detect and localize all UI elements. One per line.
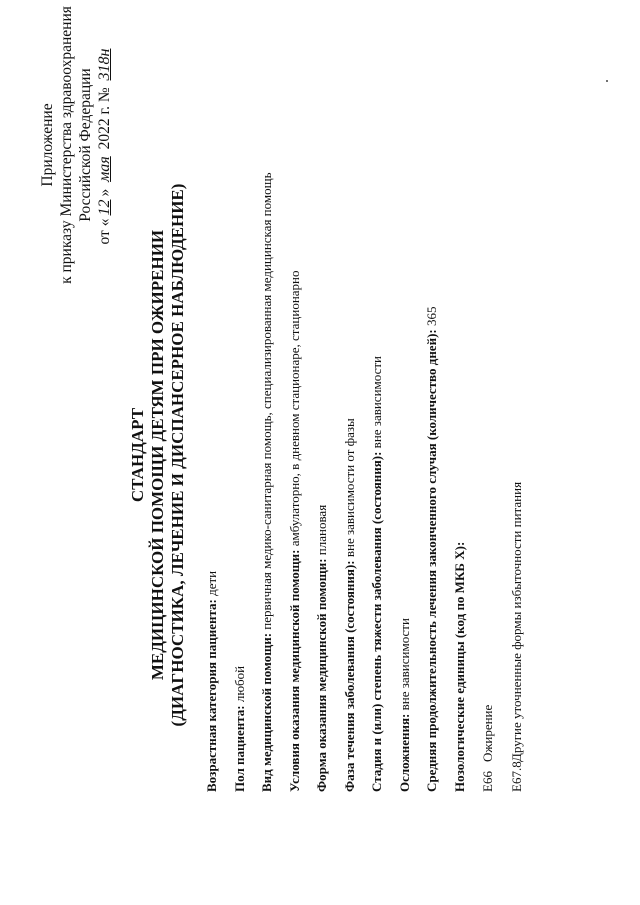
appendix-block — [38, 0, 114, 290]
date-year: 2022 г. № — [96, 87, 113, 150]
field-care-type: Вид медицинской помощи: первичная медико-санитарная помощь, специализированная медицинская помощь — [259, 172, 274, 792]
appendix-date-line — [95, 0, 114, 290]
title-subject: МЕДИЦИНСКОЙ ПОМОЩИ ДЕТЯМ ПРИ ОЖИРЕНИИ — [148, 229, 167, 681]
title-standard: СТАНДАРТ — [128, 407, 147, 503]
icd-name: Ожирение — [480, 704, 495, 762]
field-sex: Пол пациента: любой — [231, 665, 247, 792]
handwritten-month: мая — [96, 156, 113, 182]
field-disease-stage: Стадия и (или) степень тяжести заболевания (состояния): вне зависимости — [369, 356, 384, 792]
field-nosology: Нозологические единицы (код по МКБ X): — [451, 541, 467, 792]
icd-row — [473, 12, 502, 792]
appendix-heading: Приложение — [39, 103, 56, 187]
handwritten-number: 318н — [96, 48, 113, 81]
scan-speck — [606, 80, 608, 82]
icd-code: E67.8 — [509, 761, 524, 792]
field-care-form: Форма оказания медицинской помощи: плановая — [314, 504, 329, 792]
document-body — [198, 12, 531, 792]
icd-code: E66 — [480, 771, 495, 792]
field-complications: Осложнения: вне зависимости — [396, 618, 412, 792]
field-age-category: Возрастная категория пациента: дети — [204, 570, 219, 792]
date-quote-close: » — [96, 188, 113, 197]
document-title — [128, 155, 188, 755]
handwritten-day: 12 — [96, 199, 113, 216]
field-care-conditions: Условия оказания медицинской помощи: амбулаторно, в дневном стационаре, стационарно — [286, 270, 302, 792]
icd-row — [502, 12, 531, 792]
field-treatment-duration: Средняя продолжительность лечения законченного случая (количество дней): 365 — [424, 306, 439, 792]
field-disease-phase: Фаза течения заболевания (состояния): вне зависимости от фазы — [341, 418, 357, 792]
icd-name: Другие уточненные формы избыточности питания — [509, 481, 524, 762]
title-scope: (ДИАГНОСТИКА, ЛЕЧЕНИЕ И ДИСПАНСЕРНОЕ НАБЛЮДЕНИЕ) — [168, 183, 187, 727]
appendix-federation: Российской Федерации — [77, 68, 94, 222]
date-prefix: от « — [96, 218, 113, 245]
appendix-order-ref: к приказу Министерства здравоохранения — [58, 6, 75, 284]
